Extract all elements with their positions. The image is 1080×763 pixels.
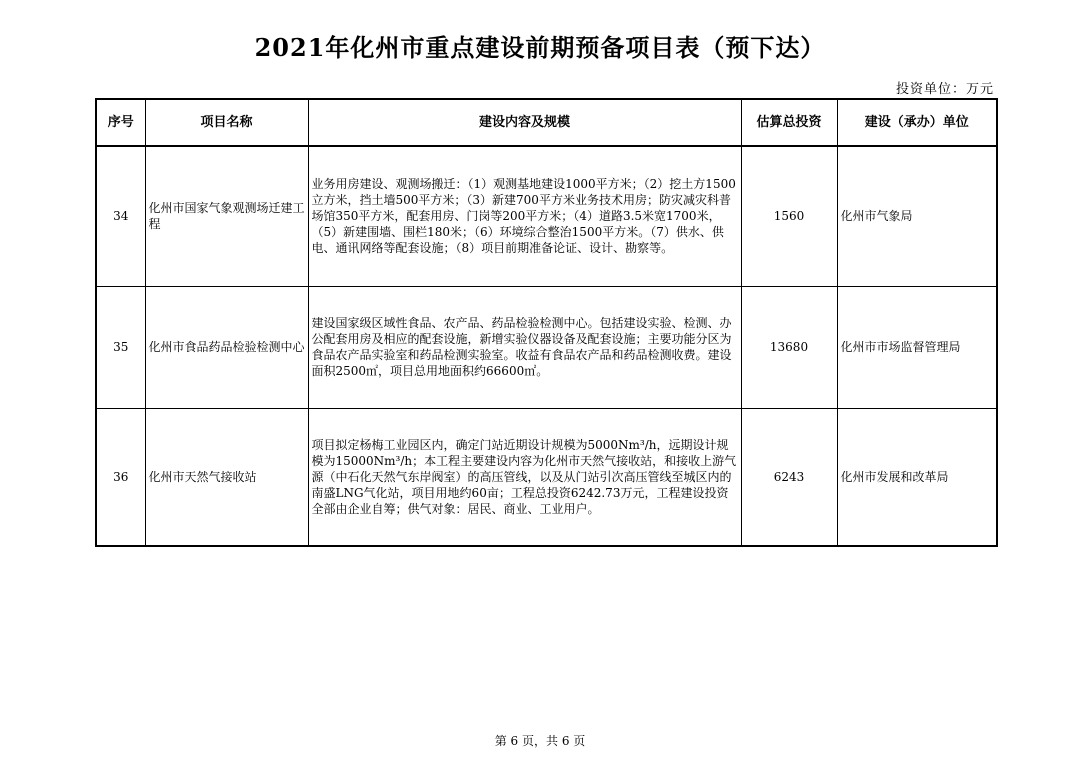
project-table: [95, 98, 998, 547]
row-content: 业务用房建设、观测场搬迁：（1）观测基地建设1000平方米；（2）挖土方1500立方米，挡土墙500平方米；（3）新建700平方米业务技术用房；防灾减灾科普场馆350平方米，配套用房、门岗等200平方米；（4）道路3.5米宽1700米，（5）新建围墙、围栏180米；（6）环境综合整治1500平方米。（7）供水、供电、通讯网络等配套设施；（8）项目前期准备论证、设计、勘察等。: [308, 146, 741, 286]
table-row: [96, 146, 997, 286]
row-unit: 化州市气象局: [837, 146, 997, 286]
table-row: [96, 286, 997, 408]
table-header-row: [96, 99, 997, 146]
table-row: [96, 408, 997, 546]
row-seq: 35: [96, 286, 145, 408]
row-content: 项目拟定杨梅工业园区内，确定门站近期设计规模为5000Nm³/h，远期设计规模为15000Nm³/h；本工程主要建设内容为化州市天然气接收站，和接收上游气源（中石化天然气东岸阀室）的高压管线，以及从门站引次高压管线至城区内的南盛LNG气化站，项目用地约60亩；工程总投资6242.73万元，工程建设投资全部由企业自筹；供气对象：居民、商业、工业用户。: [308, 408, 741, 546]
investment-unit-label: 投资单位：万元: [895, 82, 994, 97]
page-footer: 第 6 页，共 6 页: [494, 734, 586, 748]
row-content: 建设国家级区域性食品、农产品、药品检验检测中心。包括建设实验、检测、办公配套用房及相应的配套设施，新增实验仪器设备及配套设施；主要功能分区为食品农产品实验室和药品检测实验室。收益有食品农产品和药品检测收费。建设面积2500㎡，项目总用地面积约66600㎡。: [308, 286, 741, 408]
row-unit: 化州市发展和改革局: [837, 408, 997, 546]
row-seq: 34: [96, 146, 145, 286]
header-content: 建设内容及规模: [308, 99, 741, 146]
row-investment: 6243: [741, 408, 837, 546]
row-seq: 36: [96, 408, 145, 546]
header-name: 项目名称: [145, 99, 308, 146]
row-project-name: 化州市国家气象观测场迁建工程: [145, 146, 308, 286]
row-unit: 化州市市场监督管理局: [837, 286, 997, 408]
row-project-name: 化州市天然气接收站: [145, 408, 308, 546]
header-investment: 估算总投资: [741, 99, 837, 146]
row-project-name: 化州市食品药品检验检测中心: [145, 286, 308, 408]
row-investment: 1560: [741, 146, 837, 286]
row-investment: 13680: [741, 286, 837, 408]
page-title: 2021年化州市重点建设前期预备项目表（预下达）: [254, 33, 826, 62]
header-seq: 序号: [96, 99, 145, 146]
header-unit: 建设（承办）单位: [837, 99, 997, 146]
